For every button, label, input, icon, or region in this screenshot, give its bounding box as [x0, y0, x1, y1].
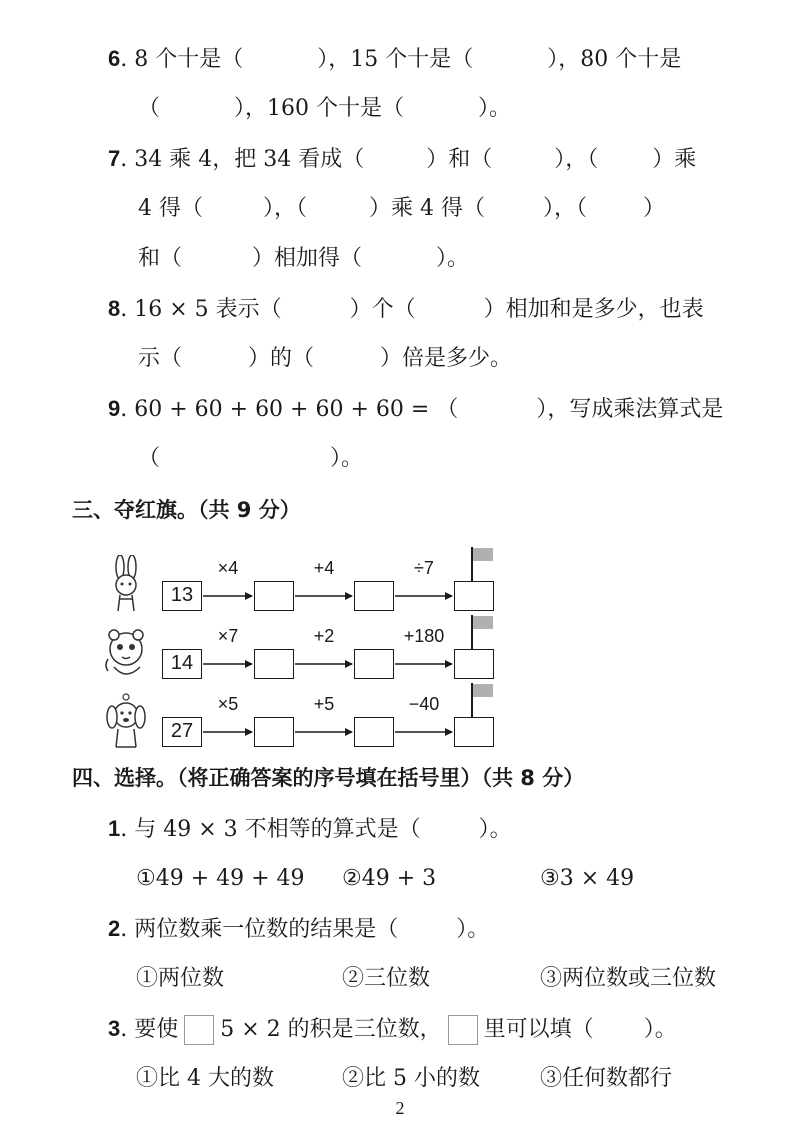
q6-text: ）。 — [478, 96, 512, 121]
answer-box[interactable] — [354, 581, 394, 611]
q8-text: ）倍是多少。 — [380, 346, 513, 371]
arrow-icon — [394, 727, 454, 737]
tiger-icon — [100, 623, 156, 683]
red-flag-icon — [470, 615, 500, 649]
choice-1-option-a[interactable]: ①49 + 49 + 49 — [136, 866, 305, 891]
q6-text: ），80 个十是 — [547, 47, 682, 72]
q7-text: ）乘 4 得（ — [369, 196, 485, 221]
answer-box[interactable] — [354, 717, 394, 747]
q6-text: （ — [138, 96, 161, 121]
q7-line-1 — [108, 144, 696, 175]
q8-line-1 — [108, 294, 704, 325]
start-number-box: 14 — [162, 649, 202, 679]
choice-2-number: 2 — [108, 916, 121, 941]
operation-label: −40 — [408, 694, 440, 714]
flag-answer-box[interactable] — [454, 717, 494, 747]
choice-3-text: 里可以填（ — [483, 1017, 594, 1042]
q9-text: ），写成乘法算式是 — [536, 397, 724, 422]
choice-3-number: 3 — [108, 1016, 121, 1041]
q8-text: ）个（ — [349, 297, 416, 322]
q8-number: 8 — [108, 296, 121, 321]
choice-1-option-c[interactable]: ③3 × 49 — [540, 866, 635, 891]
arrow-icon — [202, 659, 254, 669]
section-3-title: 三、夺红旗。（共 9 分） — [72, 498, 301, 522]
arrow-icon — [394, 591, 454, 601]
choice-2-question — [108, 914, 489, 945]
choice-3-option-a[interactable]: ①比 4 大的数 — [136, 1066, 274, 1091]
q7-text: . 34 乘 4，把 34 看成（ — [120, 147, 365, 172]
q9-text: ）。 — [330, 446, 364, 471]
choice-3-text: ）。 — [643, 1017, 677, 1042]
answer-box[interactable] — [254, 649, 294, 679]
choice-3-question — [108, 1014, 677, 1045]
q6-text: ），160 个十是（ — [234, 96, 405, 121]
flag-answer-box[interactable] — [454, 581, 494, 611]
q7-line-3 — [138, 244, 469, 274]
arrow-icon — [202, 591, 254, 601]
choice-2-option-b[interactable]: ②三位数 — [342, 966, 431, 991]
answer-box[interactable] — [254, 717, 294, 747]
q8-text: 示（ — [138, 346, 183, 371]
q9-number: 9 — [108, 396, 121, 421]
operation-label: +180 — [403, 626, 445, 646]
q7-text: ）乘 — [652, 147, 697, 172]
choice-1-text: ）。 — [478, 817, 512, 842]
q9-text: . 60 + 60 + 60 + 60 + 60 = （ — [120, 397, 459, 422]
q6-line-2 — [138, 94, 511, 124]
arrow-icon — [294, 659, 354, 669]
choice-1-number: 1 — [108, 816, 121, 841]
choice-1-text: . 与 49 × 3 不相等的算式是（ — [120, 817, 421, 842]
choice-2-text: . 两位数乘一位数的结果是（ — [120, 917, 399, 942]
operation-label: ×5 — [217, 694, 239, 714]
choice-3-text: . 要使 — [120, 1017, 179, 1042]
q8-text: ）相加和是多少，也表 — [483, 297, 704, 322]
q7-text: ）和（ — [426, 147, 493, 172]
answer-box[interactable] — [354, 649, 394, 679]
red-flag-icon — [470, 547, 500, 581]
red-flag-icon — [470, 683, 500, 717]
dog-icon — [100, 691, 156, 751]
q7-text: ） — [643, 196, 666, 221]
q7-text: ），（ — [263, 196, 308, 221]
q9-text: （ — [138, 446, 161, 471]
q7-text: ）。 — [436, 246, 470, 271]
q6-text: ），15 个十是（ — [317, 47, 474, 72]
q8-text: ）的（ — [248, 346, 315, 371]
q8-line-2 — [138, 344, 512, 374]
operation-label: +5 — [313, 694, 335, 714]
choice-3-option-b[interactable]: ②比 5 小的数 — [342, 1066, 480, 1091]
choice-3-option-c[interactable]: ③任何数都行 — [540, 1066, 673, 1091]
q9-line-2 — [138, 444, 363, 474]
q8-text: . 16 × 5 表示（ — [120, 297, 282, 322]
flag-answer-box[interactable] — [454, 649, 494, 679]
fill-in-box[interactable] — [448, 1015, 478, 1045]
q9-line-1 — [108, 394, 723, 425]
page-number: 2 — [395, 1098, 405, 1118]
choice-1-option-b[interactable]: ②49 + 3 — [342, 866, 437, 891]
choice-3-text: 5 × 2 的积是三位数， — [220, 1017, 442, 1042]
choice-1-question — [108, 814, 512, 845]
section-4-title: 四、选择。（将正确答案的序号填在括号里）（共 8 分） — [72, 766, 585, 790]
q7-number: 7 — [108, 146, 121, 171]
q7-text: 4 得（ — [138, 196, 203, 221]
operation-label: ×7 — [217, 626, 239, 646]
start-number-box: 27 — [162, 717, 202, 747]
q7-line-2 — [138, 194, 665, 224]
flag-chain-row — [100, 681, 520, 761]
arrow-icon — [294, 727, 354, 737]
operation-label: ×4 — [217, 558, 239, 578]
q7-text: ），（ — [554, 147, 599, 172]
q6-number: 6 — [108, 46, 121, 71]
q6-line-1 — [108, 44, 681, 75]
arrow-icon — [202, 727, 254, 737]
operation-label: +4 — [313, 558, 335, 578]
q7-text: ）相加得（ — [252, 246, 363, 271]
q7-text: 和（ — [138, 246, 183, 271]
q7-text: ），（ — [543, 196, 588, 221]
answer-box[interactable] — [254, 581, 294, 611]
choice-2-option-a[interactable]: ①两位数 — [136, 966, 225, 991]
arrow-icon — [294, 591, 354, 601]
choice-2-option-c[interactable]: ③两位数或三位数 — [540, 966, 717, 991]
arrow-icon — [394, 659, 454, 669]
operation-label: ÷7 — [414, 558, 434, 578]
choice-2-text: ）。 — [456, 917, 490, 942]
fill-in-box[interactable] — [184, 1015, 214, 1045]
start-number-box: 13 — [162, 581, 202, 611]
rabbit-icon — [100, 555, 156, 615]
q6-text: . 8 个十是（ — [120, 47, 244, 72]
operation-label: +2 — [313, 626, 335, 646]
